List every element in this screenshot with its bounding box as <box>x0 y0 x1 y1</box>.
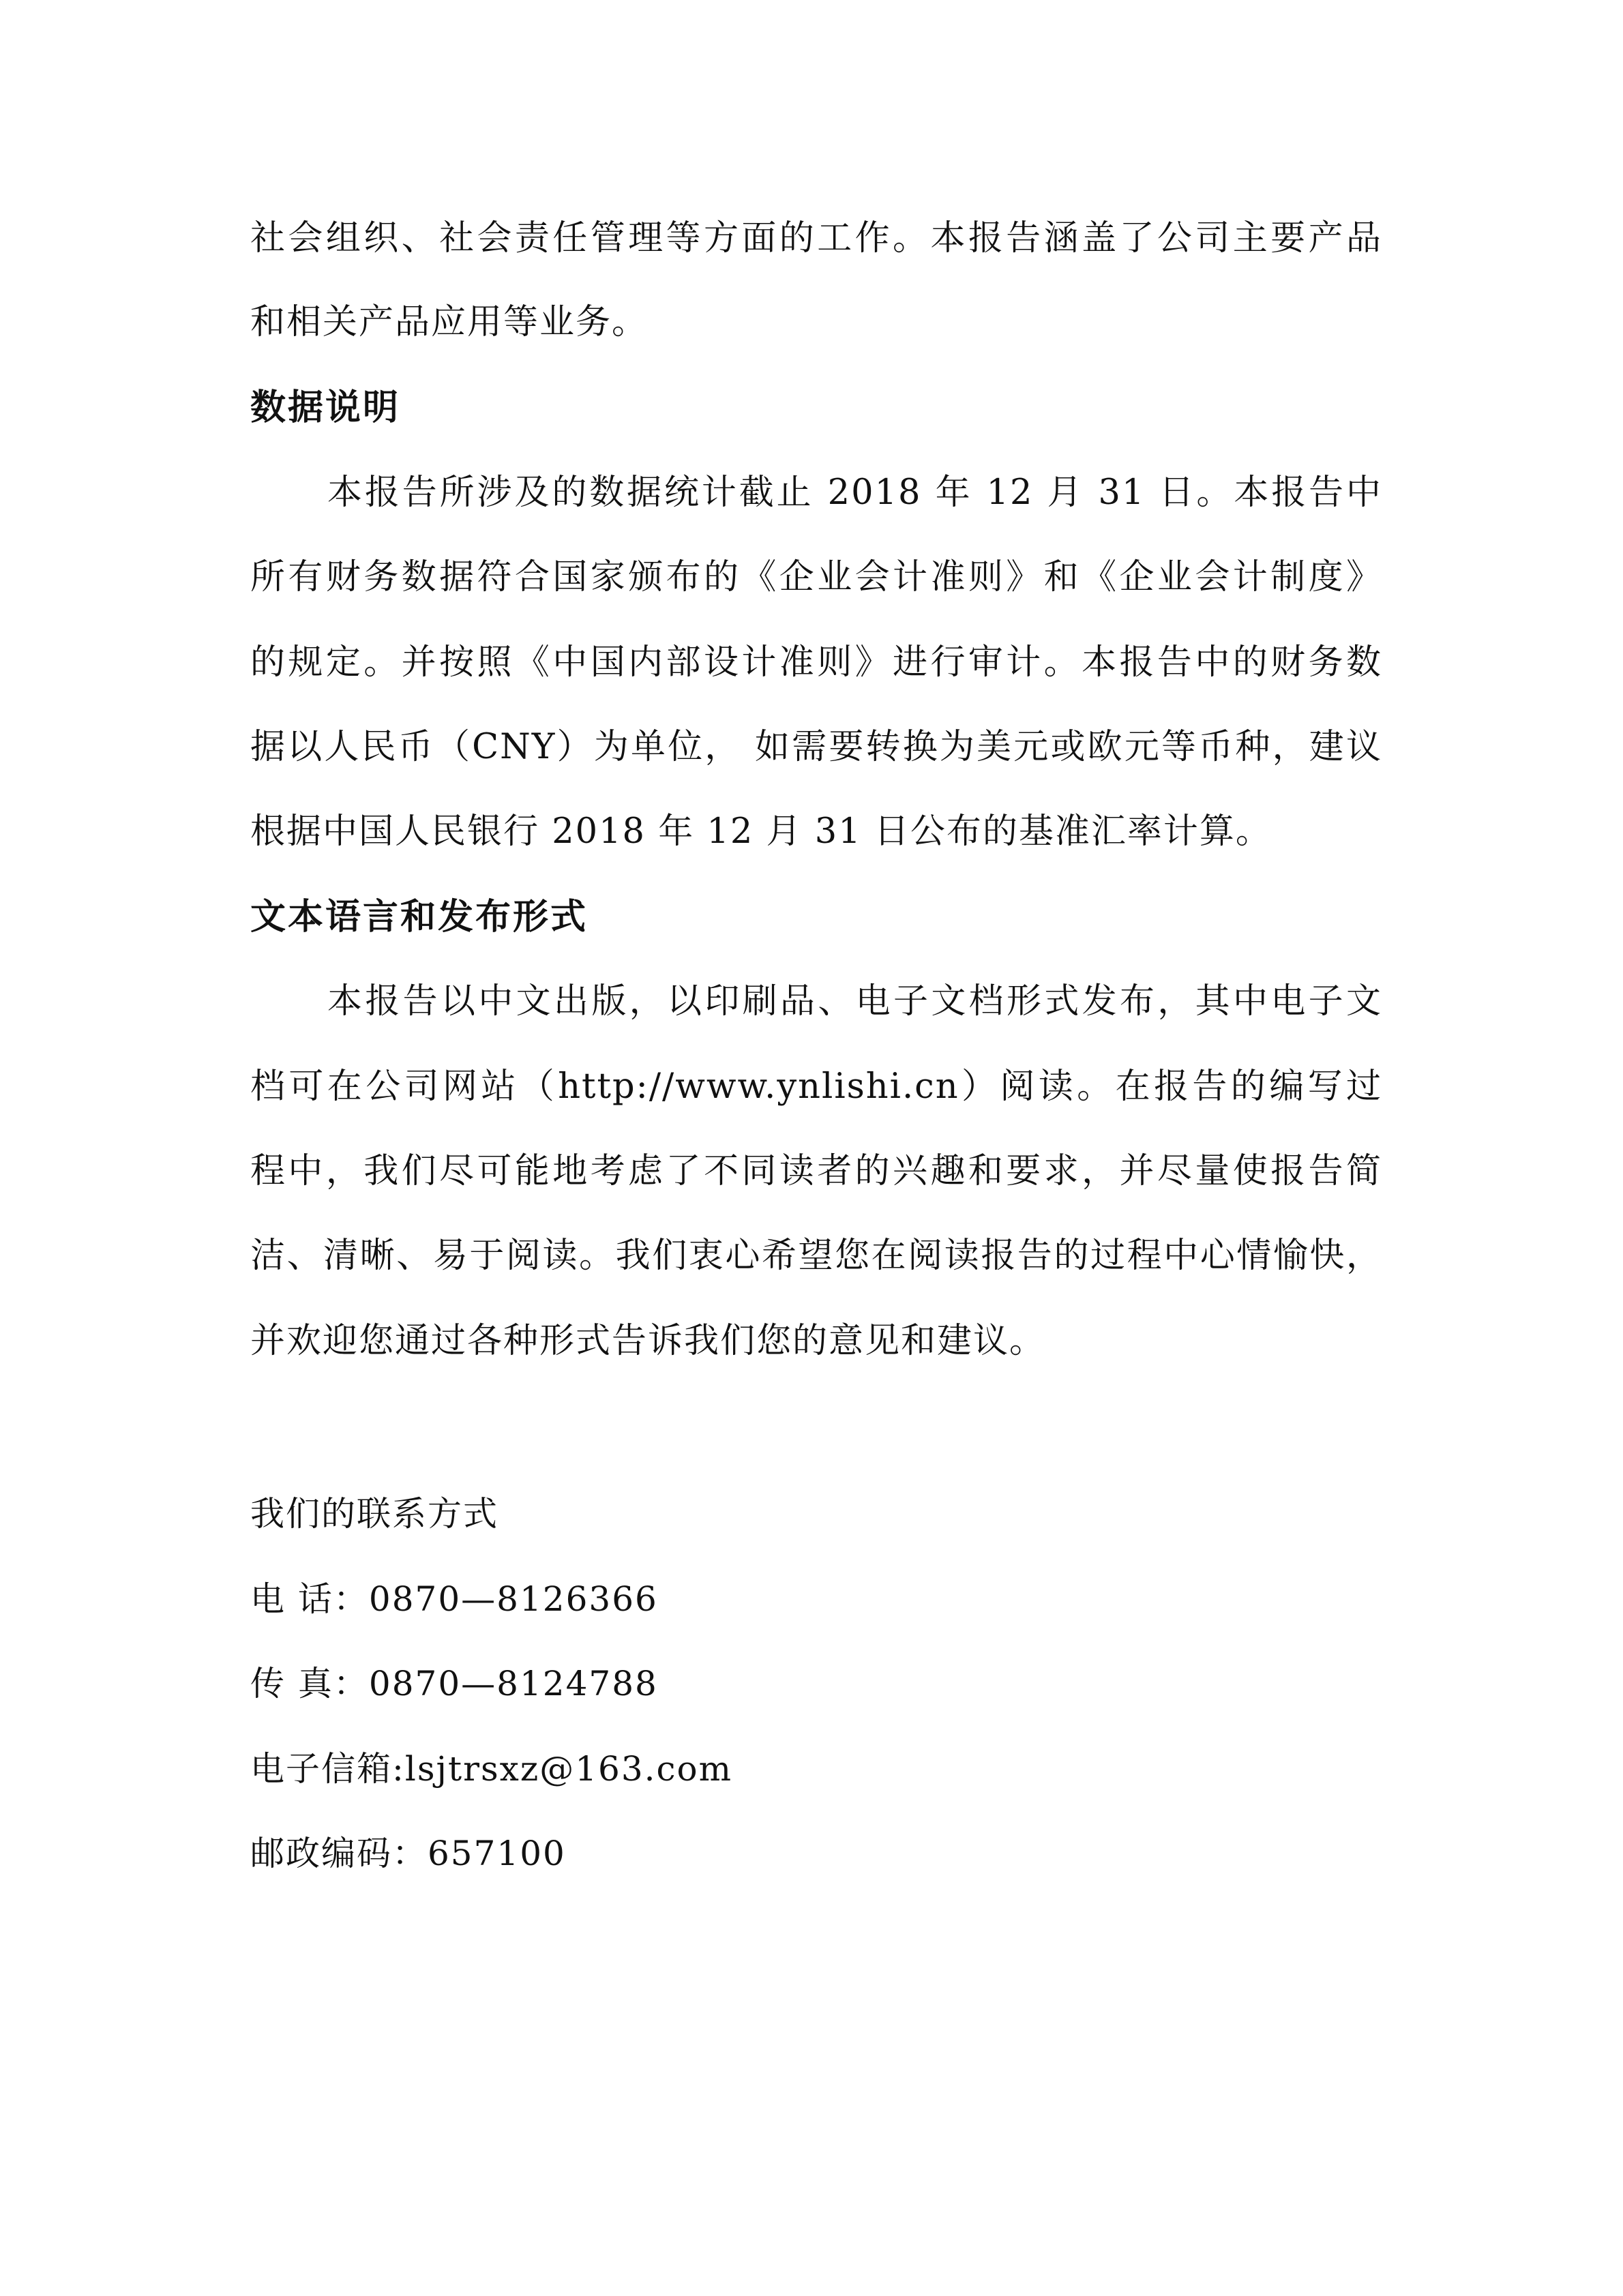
contact-email: 电子信箱:lsjtrsxz@163.com <box>250 1749 733 1789</box>
data-line-5: 根据中国人民银行 2018 年 12 月 31 日公布的基准汇率计算。 <box>250 811 1272 852</box>
language-line-3: 程中，我们尽可能地考虑了不同读者的兴趣和要求，并尽量使报告简 <box>250 1151 1382 1191</box>
contact-postcode: 邮政编码：657100 <box>250 1834 566 1873</box>
language-line-5: 并欢迎您通过各种形式告诉我们您的意见和建议。 <box>250 1321 1046 1361</box>
language-section-heading: 文本语言和发布形式 <box>250 897 589 938</box>
intro-line-2: 和相关产品应用等业务。 <box>250 302 649 342</box>
data-section-heading: 数据说明 <box>250 387 401 428</box>
data-line-1: 本报告所涉及的数据统计截止 2018 年 12 月 31 日。本报告中 <box>327 473 1382 513</box>
language-line-2: 档可在公司网站（http://www.ynlishi.cn）阅读。在报告的编写过 <box>250 1067 1382 1107</box>
intro-line-1: 社会组织、社会责任管理等方面的工作。本报告涵盖了公司主要产品 <box>250 218 1382 258</box>
language-line-1: 本报告以中文出版，以印刷品、电子文档形式发布，其中电子文 <box>327 981 1382 1022</box>
language-line-4: 洁、清晰、易于阅读。我们衷心希望您在阅读报告的过程中心情愉快， <box>250 1236 1382 1276</box>
data-line-4: 据以人民币（CNY）为单位， 如需要转换为美元或欧元等币种，建议 <box>250 727 1382 767</box>
contact-fax: 传 真：0870—8124788 <box>250 1664 658 1703</box>
contact-title: 我们的联系方式 <box>250 1494 498 1534</box>
data-line-2: 所有财务数据符合国家颁布的《企业会计准则》和《企业会计制度》 <box>250 557 1382 597</box>
data-line-3: 的规定。并按照《中国内部设计准则》进行审计。本报告中的财务数 <box>250 642 1382 683</box>
contact-phone: 电 话：0870—8126366 <box>250 1579 658 1619</box>
